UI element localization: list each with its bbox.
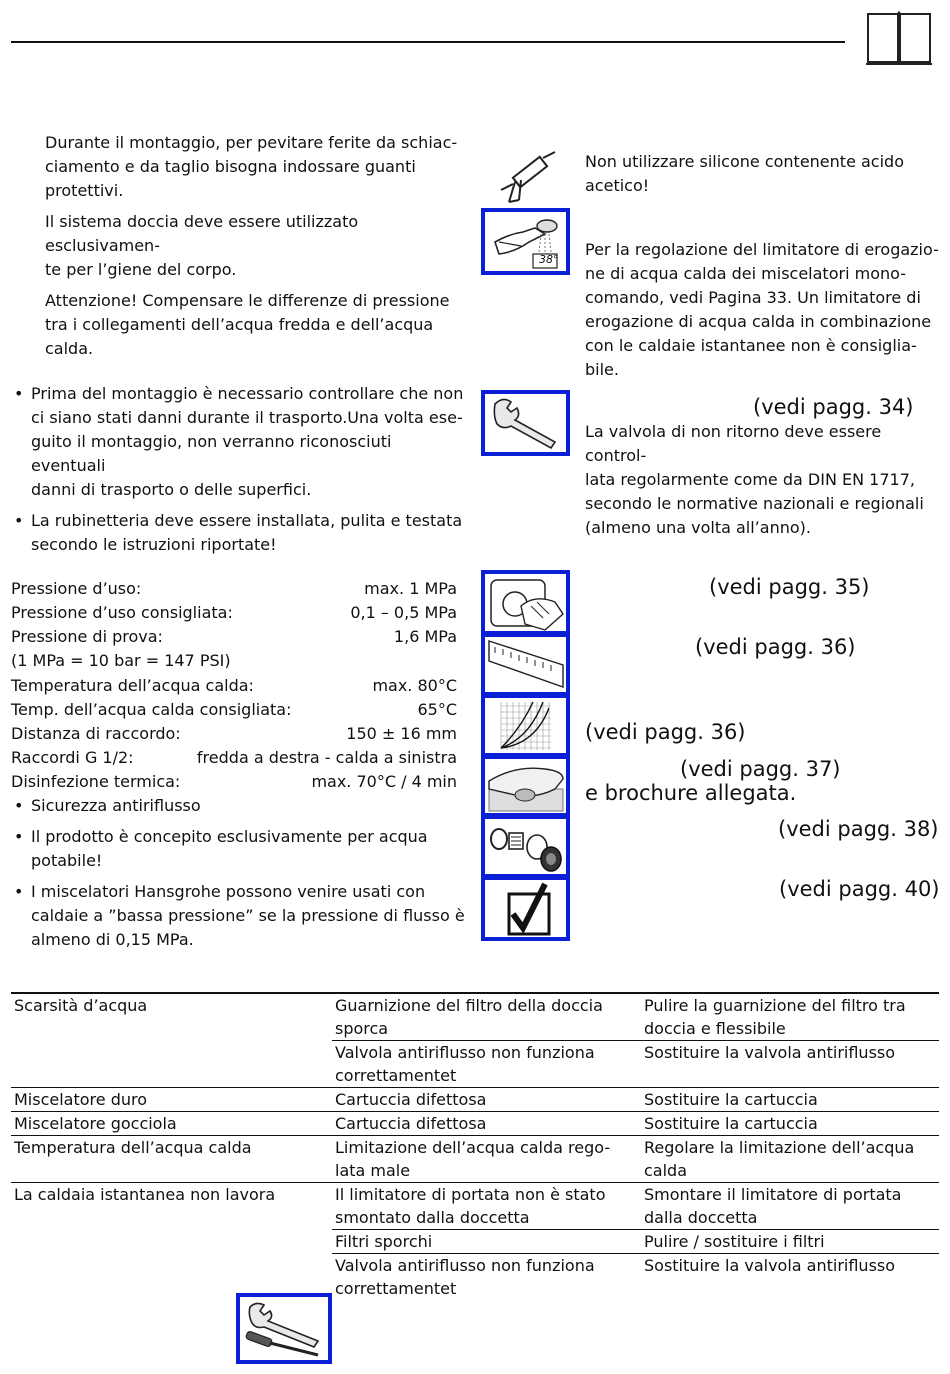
- cause-cell: Cartuccia difettosa: [332, 1112, 641, 1136]
- page-reference: (vedi pagg. 38): [778, 817, 939, 841]
- list-item: • Il prodotto è concepito esclusivamente per acqua potabile!: [11, 825, 471, 873]
- cleaning-hand-icon: [481, 755, 570, 817]
- book-icon: [864, 10, 934, 66]
- problem-cell: Miscelatore gocciola: [11, 1112, 332, 1136]
- cause-cell: Cartuccia difettosa: [332, 1088, 641, 1112]
- silicone-warning: Non utilizzare silicone contenente acido acetico!: [585, 152, 904, 195]
- table-row: [11, 1136, 939, 1183]
- table-row: [11, 1183, 939, 1230]
- installation-notes: [11, 382, 466, 557]
- list-item: • La rubinetteria deve essere installata, pulita e testata secondo le istruzioni riportate!: [11, 509, 466, 557]
- cause-cell: Limitazione dell’acqua calda rego- lata male: [332, 1136, 641, 1183]
- page-reference: (vedi pagg. 36): [695, 635, 856, 659]
- spec-row: (1 MPa = 10 bar = 147 PSI): [11, 651, 231, 670]
- problem-cell: [11, 1041, 332, 1088]
- cause-cell: Il limitatore di portata non è stato smontato dalla doccetta: [332, 1183, 641, 1230]
- silicone-gun-icon: [493, 150, 561, 208]
- problem-cell: [11, 1230, 332, 1254]
- spec-row: Pressione d’uso consigliata: 0,1 – 0,5 MPa: [11, 603, 457, 622]
- table-row: [11, 993, 939, 1041]
- spec-row: Raccordi G 1/2: fredda a destra - calda a sinistra: [11, 748, 457, 767]
- aerator-parts-icon: [481, 815, 570, 878]
- page-reference: (vedi pagg. 35): [709, 575, 870, 599]
- list-item: • Sicurezza antiriflusso: [11, 794, 471, 818]
- page-reference: (vedi pagg. 37): [680, 757, 841, 781]
- problem-cell: Scarsità d’acqua: [11, 993, 332, 1041]
- remedy-cell: Sostituire la valvola antiriflusso: [641, 1254, 939, 1301]
- safety-paragraph: Durante il montaggio, per pevitare ferite da schiac- ciamento e da taglio bisogna indossare guanti protettivi.: [45, 133, 458, 200]
- limiter-note: Per la regolazione del limitatore di erogazio- ne di acqua calda dei miscelatori mono- comando, vedi Pagina 33. Un limitatore di erogazione di acqua calda in combinazione con le caldaie istantanee non è consiglia- bile.: [585, 240, 939, 379]
- table-row: [11, 1112, 939, 1136]
- wrench-icon: [481, 390, 570, 456]
- flow-diagram-icon: [481, 694, 570, 757]
- remedy-cell: Pulire / sostituire i filtri: [641, 1230, 939, 1254]
- shower-temperature-label: 38°: [539, 253, 559, 266]
- brochure-reference: e brochure allegata.: [585, 781, 797, 805]
- remedy-cell: Smontare il limitatore di portata dalla doccetta: [641, 1183, 939, 1230]
- checkmark-icon: [481, 876, 570, 941]
- troubleshooting-table: [11, 992, 939, 1300]
- spec-bullets: [11, 794, 471, 952]
- spec-row: Pressione d’uso: max. 1 MPa: [11, 579, 457, 598]
- problem-cell: Miscelatore duro: [11, 1088, 332, 1112]
- remedy-cell: Sostituire la valvola antiriflusso: [641, 1041, 939, 1088]
- spec-row: Pressione di prova: 1,6 MPa: [11, 627, 457, 646]
- page-reference: (vedi pagg. 34): [753, 395, 914, 419]
- remedy-cell: Regolare la limitazione dell’acqua calda: [641, 1136, 939, 1183]
- remedy-cell: Sostituire la cartuccia: [641, 1112, 939, 1136]
- cause-cell: Guarnizione del filtro della doccia sporca: [332, 993, 641, 1041]
- remedy-cell: Sostituire la cartuccia: [641, 1088, 939, 1112]
- tools-icon: [236, 1293, 332, 1364]
- shower-temperature-icon: [481, 208, 570, 275]
- spec-row: Disinfezione termica: max. 70°C / 4 min: [11, 772, 457, 791]
- cause-cell: Valvola antiriflusso non funziona correttamentet: [332, 1041, 641, 1088]
- table-row: [11, 1230, 939, 1254]
- safety-paragraph: Attenzione! Compensare le differenze di pressione tra i collegamenti dell’acqua fredda e dell’acqua calda.: [45, 291, 450, 358]
- page-reference: (vedi pagg. 36): [585, 720, 746, 744]
- spec-row: Temp. dell’acqua calda consigliata: 65°C: [11, 700, 457, 719]
- cause-cell: Valvola antiriflusso non funziona correttamentet: [332, 1254, 641, 1301]
- cartridge-install-icon: [481, 570, 570, 635]
- spec-row: Temperatura dell’acqua calda: max. 80°C: [11, 676, 457, 695]
- safety-section: [45, 131, 465, 361]
- page-reference: (vedi pagg. 40): [779, 877, 940, 901]
- remedy-cell: Pulire la guarnizione del filtro tra doccia e flessibile: [641, 993, 939, 1041]
- safety-paragraph: Il sistema doccia deve essere utilizzato esclusivamen- te per l’giene del corpo.: [45, 212, 359, 279]
- spec-row: Distanza di raccordo: 150 ± 16 mm: [11, 724, 457, 743]
- valve-note: La valvola di non ritorno deve essere control- lata regolarmente come da DIN EN 1717, secondo le normative nazionali e regionali (almeno una volta all’anno).: [585, 422, 924, 537]
- header-rule: [11, 41, 845, 43]
- list-item: • Prima del montaggio è necessario controllare che non ci siano stati danni durante il trasporto.Una volta ese- guito il montaggio, non verranno riconosciuti eventuali danni di trasporto o delle superfici.: [11, 382, 466, 502]
- list-item: • I miscelatori Hansgrohe possono venire usati con caldaie a ”bassa pressione” se la pressione di flusso è almeno di 0,15 MPa.: [11, 880, 471, 952]
- measurement-icon: [481, 633, 570, 696]
- cause-cell: Filtri sporchi: [332, 1230, 641, 1254]
- problem-cell: La caldaia istantanea non lavora: [11, 1183, 332, 1230]
- table-row: [11, 1088, 939, 1112]
- problem-cell: Temperatura dell’acqua calda: [11, 1136, 332, 1183]
- table-row: [11, 1254, 939, 1301]
- table-row: [11, 1041, 939, 1088]
